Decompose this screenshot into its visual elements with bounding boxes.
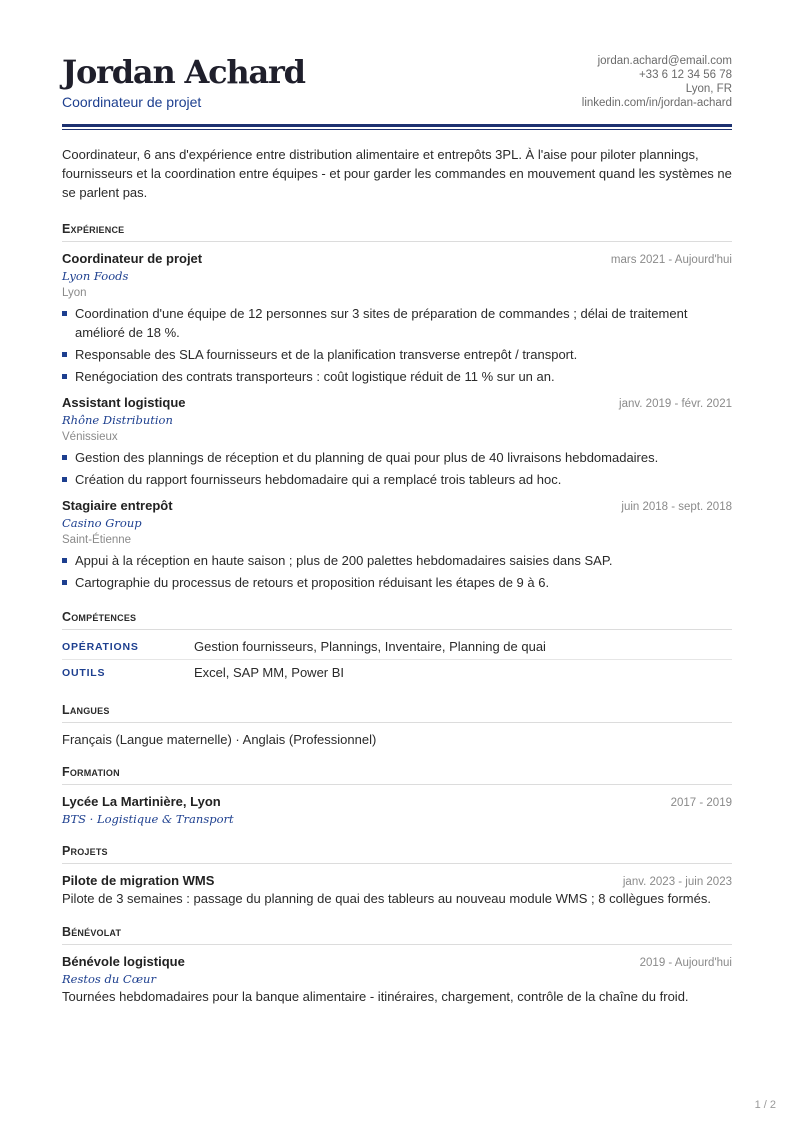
education-section [62, 765, 732, 826]
experience-entry [62, 251, 732, 386]
skill-list: Gestion fournisseurs, Plannings, Inventaire, Planning de quai [194, 639, 546, 654]
languages-list: Français (Langue maternelle) · Anglais (Professionnel) [62, 732, 377, 747]
job-title: Assistant logistique [62, 395, 186, 410]
section-title-projects: Projets [62, 844, 732, 864]
skill-category: OPÉRATIONS [62, 640, 139, 653]
contact-linkedin[interactable]: linkedin.com/in/jordan-achard [581, 97, 732, 109]
candidate-name: Jordan Achard [62, 53, 305, 91]
job-company: Rhône Distribution [62, 413, 173, 427]
job-bullets [62, 304, 732, 386]
job-dates: janv. 2019 - févr. 2021 [619, 398, 732, 410]
skill-row [62, 634, 732, 660]
skills-section [62, 610, 732, 685]
job-bullet: Cartographie du processus de retours et proposition réduisant les étapes de 9 à 6. [62, 573, 732, 592]
contact-block [582, 54, 732, 110]
resume-header [62, 52, 732, 118]
section-title-languages: Langues [62, 703, 732, 723]
job-bullet: Renégociation des contrats transporteurs : coût logistique réduit de 11 % sur un an. [62, 367, 732, 386]
contact-email[interactable]: jordan.achard@email.com [597, 55, 732, 67]
page-number: 1 / 2 [754, 1099, 776, 1111]
job-bullet: Création du rapport fournisseurs hebdomadaire qui a remplacé trois tableurs ad hoc. [62, 470, 732, 489]
job-bullets [62, 448, 732, 489]
job-title: Coordinateur de projet [62, 251, 203, 266]
degree-name: BTS · Logistique & Transport [62, 812, 234, 826]
languages-section [62, 703, 732, 747]
job-location: Lyon [62, 287, 87, 299]
school-name: Lycée La Martinière, Lyon [62, 794, 221, 809]
job-company: Casino Group [62, 516, 142, 530]
resume-page [62, 52, 732, 1005]
job-bullet: Coordination d'une équipe de 12 personnes sur 3 sites de préparation de commandes ; délai de traitement amélioré de 18 %. [62, 304, 732, 342]
job-location: Vénissieux [62, 431, 118, 443]
project-name: Pilote de migration WMS [62, 873, 215, 888]
skill-row [62, 660, 732, 685]
volunteer-description: Tournées hebdomadaires pour la banque alimentaire - itinéraires, chargement, contrôle de la chaîne du froid. [62, 989, 689, 1004]
education-dates: 2017 - 2019 [670, 797, 732, 809]
skill-category: OUTILS [62, 666, 106, 679]
header-divider [62, 124, 732, 130]
job-dates: mars 2021 - Aujourd'hui [610, 254, 732, 266]
section-title-experience: Expérience [62, 222, 732, 242]
job-bullet: Appui à la réception en haute saison ; plus de 200 palettes hebdomadaires saisies dans SAP. [62, 551, 732, 570]
project-description: Pilote de 3 semaines : passage du planning de quai des tableurs au nouveau module WMS ; 8 collègues formés. [62, 891, 711, 906]
project-dates: janv. 2023 - juin 2023 [622, 876, 732, 888]
volunteer-entry [62, 954, 732, 1005]
section-title-volunteer: Bénévolat [62, 925, 732, 945]
volunteer-dates: 2019 - Aujourd'hui [639, 957, 732, 969]
contact-location: Lyon, FR [685, 83, 732, 95]
section-title-skills: Compétences [62, 610, 732, 630]
volunteer-role: Bénévole logistique [62, 954, 185, 969]
volunteer-org: Restos du Cœur [62, 972, 156, 986]
job-company: Lyon Foods [62, 269, 129, 283]
job-bullet: Responsable des SLA fournisseurs et de la planification transverse entrepôt / transport. [62, 345, 732, 364]
job-bullet: Gestion des plannings de réception et du planning de quai pour plus de 40 livraisons hebdomadaires. [62, 448, 732, 467]
job-bullets [62, 551, 732, 592]
experience-entry [62, 498, 732, 592]
job-dates: juin 2018 - sept. 2018 [621, 501, 732, 513]
job-title: Stagiaire entrepôt [62, 498, 173, 513]
section-title-education: Formation [62, 765, 732, 785]
candidate-role: Coordinateur de projet [62, 94, 202, 110]
skill-list: Excel, SAP MM, Power BI [194, 665, 345, 680]
summary-text: Coordinateur, 6 ans d'expérience entre distribution alimentaire et entrepôts 3PL. À l'aise pour piloter plannings, fournisseurs et la coordination entre équipes - et pour garder les commandes en mouvement quand les systèmes ne se parlent pas. [62, 147, 732, 200]
contact-phone: +33 6 12 34 56 78 [638, 69, 732, 81]
projects-section [62, 844, 732, 907]
job-location: Saint-Étienne [62, 534, 132, 546]
education-entry [62, 794, 732, 826]
experience-entry [62, 395, 732, 489]
volunteer-section [62, 925, 732, 1005]
project-entry [62, 873, 732, 907]
experience-section [62, 222, 732, 592]
